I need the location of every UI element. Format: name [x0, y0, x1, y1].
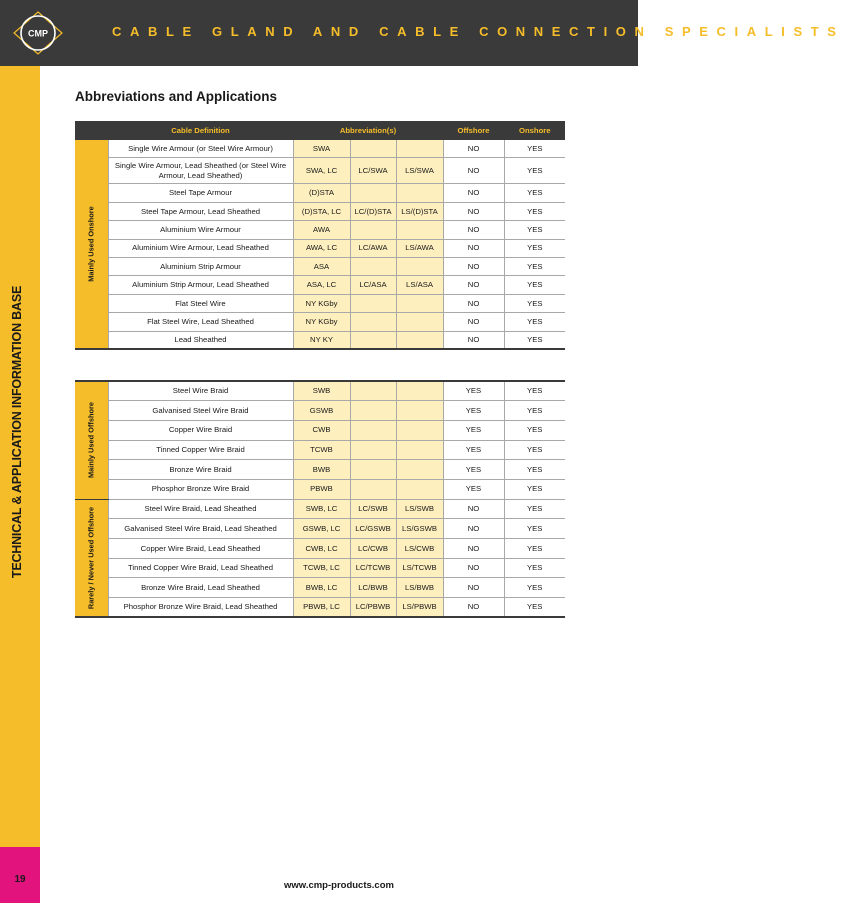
abbreviation-cell [350, 331, 396, 349]
abbreviation-cell [396, 331, 443, 349]
offshore-cell: NO [443, 221, 504, 239]
offshore-cell: NO [443, 184, 504, 202]
abbreviation-cell: LC/GSWB [350, 519, 396, 539]
cable-definition-cell: Galvanised Steel Wire Braid, Lead Sheathed [108, 519, 293, 539]
onshore-cell: YES [504, 578, 565, 598]
abbreviation-cell: PBWB, LC [293, 598, 350, 618]
abbreviation-cell: BWB [293, 460, 350, 480]
onshore-cell: YES [504, 401, 565, 421]
abbreviation-cell: SWB [293, 381, 350, 401]
table-row [75, 479, 565, 499]
offshore-cell: NO [443, 598, 504, 618]
abbreviation-cell: LC/CWB [350, 539, 396, 559]
abbreviation-cell [396, 294, 443, 312]
onshore-cell: YES [504, 558, 565, 578]
abbreviation-cell: SWA, LC [293, 158, 350, 184]
page-header [0, 0, 845, 66]
section-title: Abbreviations and Applications [75, 89, 278, 104]
cable-definition-cell: Steel Tape Armour [108, 184, 293, 202]
abbreviation-cell: AWA [293, 221, 350, 239]
row-group-label: Mainly Used Onshore [86, 206, 96, 282]
abbreviation-cell: LS/(D)STA [396, 202, 443, 220]
cable-definition-cell: Phosphor Bronze Wire Braid, Lead Sheathed [108, 598, 293, 618]
cable-definition-cell: Bronze Wire Braid, Lead Sheathed [108, 578, 293, 598]
abbreviation-cell: LS/TCWB [396, 558, 443, 578]
sidebar [0, 66, 40, 847]
abbreviation-cell: LS/BWB [396, 578, 443, 598]
abbreviation-cell: BWB, LC [293, 578, 350, 598]
abbreviation-cell [350, 420, 396, 440]
abbreviation-cell [396, 221, 443, 239]
sidebar-label-wrap [10, 285, 30, 579]
row-group-label-cell [75, 381, 108, 499]
cmp-logo-icon [10, 11, 66, 55]
cable-definition-cell: Aluminium Wire Armour [108, 221, 293, 239]
table-row [75, 140, 565, 158]
abbreviation-cell: CWB [293, 420, 350, 440]
offshore-cell: YES [443, 381, 504, 401]
abbreviation-cell [396, 440, 443, 460]
cable-definition-cell: Single Wire Armour, Lead Sheathed (or Steel Wire Armour, Lead Sheathed) [108, 158, 293, 184]
header-abbreviations: Abbreviation(s) [293, 122, 443, 140]
table-row [75, 331, 565, 349]
abbreviation-cell: ASA [293, 257, 350, 275]
abbreviation-cell: NY KY [293, 331, 350, 349]
offshore-cell: NO [443, 239, 504, 257]
abbreviation-cell: LC/AWA [350, 239, 396, 257]
abbreviations-table-braid [75, 380, 565, 618]
table-row [75, 539, 565, 559]
table-row [75, 158, 565, 184]
abbreviation-cell [350, 460, 396, 480]
offshore-cell: YES [443, 460, 504, 480]
offshore-cell: NO [443, 276, 504, 294]
row-group-label-cell [75, 140, 108, 350]
cable-definition-cell: Aluminium Strip Armour [108, 257, 293, 275]
offshore-cell: YES [443, 401, 504, 421]
abbreviation-cell [350, 140, 396, 158]
abbreviation-cell: LS/PBWB [396, 598, 443, 618]
table-row [75, 239, 565, 257]
abbreviation-cell: ASA, LC [293, 276, 350, 294]
offshore-cell: NO [443, 519, 504, 539]
abbreviation-cell: SWB, LC [293, 499, 350, 519]
onshore-cell: YES [504, 239, 565, 257]
onshore-cell: YES [504, 313, 565, 331]
abbreviation-cell: NY KGby [293, 313, 350, 331]
onshore-cell: YES [504, 202, 565, 220]
abbreviation-cell: GSWB [293, 401, 350, 421]
abbreviation-cell: LS/AWA [396, 239, 443, 257]
cable-definition-cell: Flat Steel Wire, Lead Sheathed [108, 313, 293, 331]
table-row [75, 519, 565, 539]
abbreviation-cell: LS/SWA [396, 158, 443, 184]
abbreviation-cell: NY KGby [293, 294, 350, 312]
offshore-cell: NO [443, 257, 504, 275]
abbreviation-cell: LC/ASA [350, 276, 396, 294]
offshore-cell: NO [443, 331, 504, 349]
abbreviation-cell [350, 313, 396, 331]
abbreviation-cell: LC/BWB [350, 578, 396, 598]
cable-definition-cell: Bronze Wire Braid [108, 460, 293, 480]
onshore-cell: YES [504, 184, 565, 202]
cable-definition-cell: Steel Wire Braid, Lead Sheathed [108, 499, 293, 519]
abbreviation-cell: GSWB, LC [293, 519, 350, 539]
cable-definition-cell: Steel Tape Armour, Lead Sheathed [108, 202, 293, 220]
onshore-cell: YES [504, 140, 565, 158]
abbreviation-cell: (D)STA, LC [293, 202, 350, 220]
cable-definition-cell: Tinned Copper Wire Braid, Lead Sheathed [108, 558, 293, 578]
table-row [75, 381, 565, 401]
offshore-cell: NO [443, 499, 504, 519]
onshore-cell: YES [504, 294, 565, 312]
onshore-cell: YES [504, 499, 565, 519]
table-row [75, 313, 565, 331]
cable-definition-cell: Aluminium Wire Armour, Lead Sheathed [108, 239, 293, 257]
abbreviation-cell: (D)STA [293, 184, 350, 202]
abbreviation-cell: LC/PBWB [350, 598, 396, 618]
onshore-cell: YES [504, 598, 565, 618]
cable-definition-cell: Copper Wire Braid [108, 420, 293, 440]
abbreviation-cell [396, 420, 443, 440]
offshore-cell: NO [443, 202, 504, 220]
header-offshore: Offshore [443, 122, 504, 140]
onshore-cell: YES [504, 539, 565, 559]
onshore-cell: YES [504, 519, 565, 539]
header-spacer-cell [75, 122, 108, 140]
row-group-label: Rarely / Never Used Offshore [86, 506, 96, 610]
cable-definition-cell: Galvanised Steel Wire Braid [108, 401, 293, 421]
onshore-cell: YES [504, 257, 565, 275]
table-row [75, 558, 565, 578]
abbreviation-cell [350, 294, 396, 312]
row-group-label: Mainly Used Offshore [86, 402, 96, 479]
abbreviation-cell [350, 381, 396, 401]
abbreviation-cell [350, 440, 396, 460]
abbreviation-cell: AWA, LC [293, 239, 350, 257]
offshore-cell: YES [443, 440, 504, 460]
abbreviation-cell [350, 479, 396, 499]
table-row [75, 460, 565, 480]
onshore-cell: YES [504, 158, 565, 184]
abbreviation-cell [396, 479, 443, 499]
offshore-cell: NO [443, 158, 504, 184]
abbreviation-cell: TCWB [293, 440, 350, 460]
abbreviation-cell: LC/SWA [350, 158, 396, 184]
table-row [75, 276, 565, 294]
abbreviation-cell [350, 257, 396, 275]
table-row [75, 420, 565, 440]
table-row [75, 221, 565, 239]
onshore-cell: YES [504, 440, 565, 460]
abbreviation-cell [396, 257, 443, 275]
offshore-cell: NO [443, 313, 504, 331]
logo-text: CMP [28, 28, 48, 39]
table-row [75, 202, 565, 220]
offshore-cell: YES [443, 479, 504, 499]
header-cable-definition: Cable Definition [108, 122, 293, 140]
footer-url: www.cmp-products.com [284, 880, 394, 891]
abbreviation-cell [396, 140, 443, 158]
cable-definition-cell: Steel Wire Braid [108, 381, 293, 401]
abbreviation-cell: LS/GSWB [396, 519, 443, 539]
offshore-cell: NO [443, 578, 504, 598]
abbreviation-cell [350, 221, 396, 239]
table-row [75, 578, 565, 598]
onshore-cell: YES [504, 381, 565, 401]
abbreviation-cell: LC/SWB [350, 499, 396, 519]
header-title: CABLE GLAND AND CABLE CONNECTION SPECIALISTS [112, 24, 845, 39]
offshore-cell: NO [443, 294, 504, 312]
onshore-cell: YES [504, 276, 565, 294]
onshore-cell: YES [504, 460, 565, 480]
cable-definition-cell: Single Wire Armour (or Steel Wire Armour) [108, 140, 293, 158]
abbreviation-cell [396, 313, 443, 331]
abbreviation-cell [396, 184, 443, 202]
abbreviation-cell: LS/SWB [396, 499, 443, 519]
offshore-cell: NO [443, 558, 504, 578]
abbreviation-cell [350, 184, 396, 202]
abbreviation-cell [396, 401, 443, 421]
page-number: 19 [14, 874, 26, 885]
cable-definition-cell: Aluminium Strip Armour, Lead Sheathed [108, 276, 293, 294]
table-row [75, 440, 565, 460]
cable-definition-cell: Phosphor Bronze Wire Braid [108, 479, 293, 499]
abbreviation-cell: LC/TCWB [350, 558, 396, 578]
onshore-cell: YES [504, 479, 565, 499]
header-onshore: Onshore [504, 122, 565, 140]
table-row [75, 598, 565, 618]
offshore-cell: NO [443, 140, 504, 158]
abbreviation-cell: SWA [293, 140, 350, 158]
abbreviation-cell [396, 460, 443, 480]
abbreviation-cell [350, 401, 396, 421]
abbreviation-cell: LS/ASA [396, 276, 443, 294]
onshore-cell: YES [504, 420, 565, 440]
table-row [75, 184, 565, 202]
table-header-row [75, 122, 565, 140]
abbreviation-cell: LS/CWB [396, 539, 443, 559]
abbreviations-table-onshore [75, 121, 565, 350]
abbreviation-cell [396, 381, 443, 401]
cable-definition-cell: Flat Steel Wire [108, 294, 293, 312]
onshore-cell: YES [504, 331, 565, 349]
cable-definition-cell: Copper Wire Braid, Lead Sheathed [108, 539, 293, 559]
offshore-cell: YES [443, 420, 504, 440]
abbreviation-cell: PBWB [293, 479, 350, 499]
table-row [75, 257, 565, 275]
offshore-cell: NO [443, 539, 504, 559]
row-group-label-cell [75, 499, 108, 617]
table-row [75, 401, 565, 421]
cable-definition-cell: Tinned Copper Wire Braid [108, 440, 293, 460]
abbreviation-cell: TCWB, LC [293, 558, 350, 578]
onshore-cell: YES [504, 221, 565, 239]
sidebar-label: TECHNICAL & APPLICATION INFORMATION BASE [10, 285, 24, 579]
table-row [75, 294, 565, 312]
cable-definition-cell: Lead Sheathed [108, 331, 293, 349]
abbreviation-cell: LC/(D)STA [350, 202, 396, 220]
table-row [75, 499, 565, 519]
abbreviation-cell: CWB, LC [293, 539, 350, 559]
